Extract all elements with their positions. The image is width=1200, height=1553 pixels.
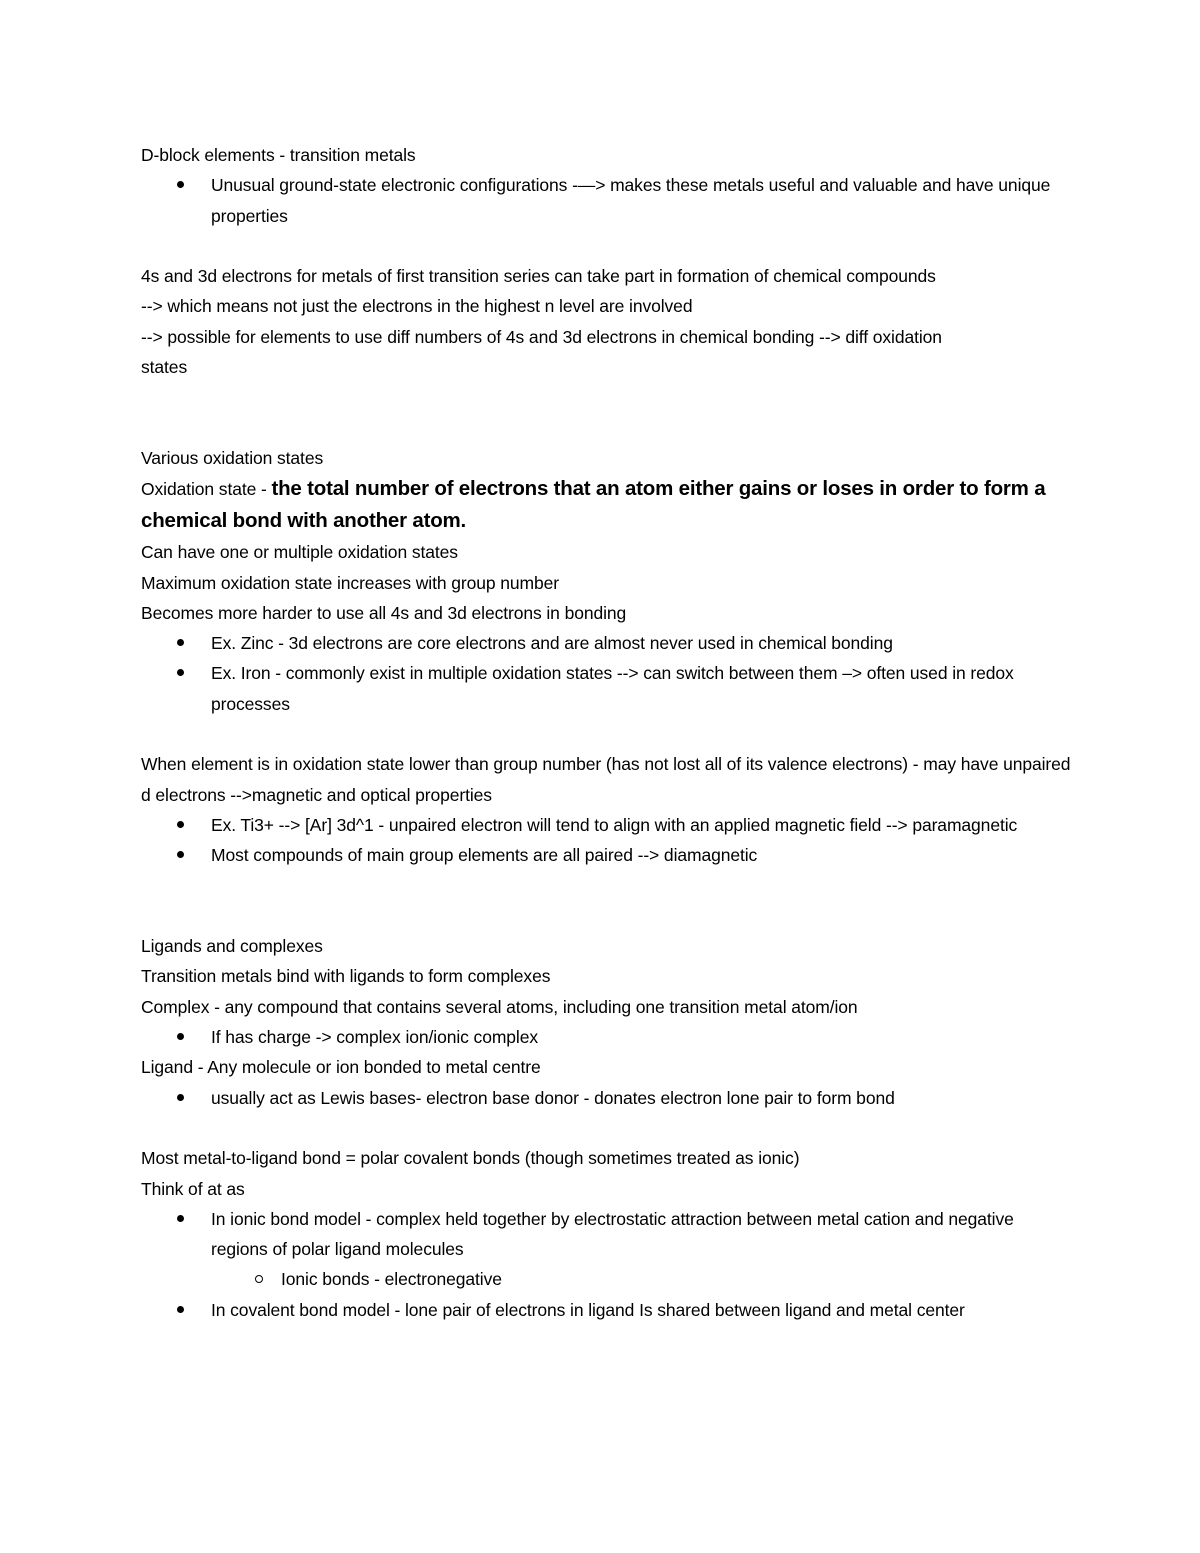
paragraph-line: --> possible for elements to use diff numbers of 4s and 3d electrons in chemical bonding --> diff oxidation states xyxy=(141,326,942,378)
paragraph-line: Transition metals bind with ligands to form complexes xyxy=(141,966,551,987)
bullet-icon xyxy=(177,1033,184,1040)
section-heading-ligands: Ligands and complexes xyxy=(141,936,323,957)
hollow-bullet-icon xyxy=(255,1275,263,1283)
list-item-text: In covalent bond model - lone pair of electrons in ligand Is shared between ligand and metal center xyxy=(211,1299,965,1320)
bullet-icon xyxy=(177,639,184,646)
sub-list-item-text: Ionic bonds - electronegative xyxy=(281,1269,502,1290)
document-page xyxy=(141,140,1071,1325)
bullet-icon xyxy=(177,1306,184,1313)
list-item-text: Most compounds of main group elements are all paired --> diamagnetic xyxy=(211,845,758,866)
list-item xyxy=(141,170,1071,231)
bullet-list xyxy=(141,1083,1071,1113)
bullet-icon xyxy=(177,821,184,828)
sub-list-item xyxy=(211,1264,1071,1294)
bullet-icon xyxy=(177,1215,184,1222)
bullet-icon xyxy=(177,181,184,188)
definition-text: the total number of electrons that an atom either gains or loses in order to form a chemical bond with another atom. xyxy=(141,477,1046,533)
list-item xyxy=(141,658,1071,719)
list-item xyxy=(141,1204,1071,1295)
paragraph-line: Think of at as xyxy=(141,1178,245,1199)
paragraph-line: Complex - any compound that contains several atoms, including one transition metal atom/ion xyxy=(141,996,858,1017)
paragraph-line: Most metal-to-ligand bond = polar covalent bonds (though sometimes treated as ionic) xyxy=(141,1148,800,1169)
list-item xyxy=(141,1295,1071,1325)
list-item xyxy=(141,840,1071,870)
spacer xyxy=(141,1113,1071,1143)
list-item-text: usually act as Lewis bases- electron base donor - donates electron lone pair to form bond xyxy=(211,1087,895,1108)
list-item xyxy=(141,810,1071,840)
oxidation-state-definition xyxy=(141,473,1071,537)
spacer xyxy=(141,382,1071,443)
list-item xyxy=(141,628,1071,658)
sub-bullet-list xyxy=(211,1264,1071,1294)
paragraph-line: Can have one or multiple oxidation states xyxy=(141,542,458,563)
list-item-text: Unusual ground-state electronic configurations -—> makes these metals useful and valuable and have unique properties xyxy=(211,175,1051,226)
paragraph-line: Maximum oxidation state increases with group number xyxy=(141,572,560,593)
section-heading-d-block: D-block elements - transition metals xyxy=(141,145,416,165)
list-item-text: Ex. Ti3+ --> [Ar] 3d^1 - unpaired electron will tend to align with an applied magnetic field --> paramagnetic xyxy=(211,814,1018,835)
list-item-text: If has charge -> complex ion/ionic complex xyxy=(211,1027,539,1048)
bullet-list xyxy=(141,628,1071,719)
bullet-list xyxy=(141,1204,1071,1325)
spacer xyxy=(141,719,1071,749)
list-item-text: Ex. Zinc - 3d electrons are core electrons and are almost never used in chemical bonding xyxy=(211,633,893,654)
paragraph-line: Becomes more harder to use all 4s and 3d electrons in bonding xyxy=(141,602,627,623)
bullet-icon xyxy=(177,669,184,676)
list-item-text: In ionic bond model - complex held together by electrostatic attraction between metal cation and negative regions of polar ligand molecules xyxy=(211,1208,1014,1260)
paragraph-line: 4s and 3d electrons for metals of first transition series can take part in formation of chemical compounds xyxy=(141,266,936,287)
list-item xyxy=(141,1083,1071,1113)
paragraph-line: Ligand - Any molecule or ion bonded to metal centre xyxy=(141,1057,541,1078)
bullet-list xyxy=(141,1022,1071,1052)
spacer xyxy=(141,871,1071,932)
section-heading-oxidation-states: Various oxidation states xyxy=(141,447,324,468)
definition-term: Oxidation state - xyxy=(141,479,272,500)
list-item xyxy=(141,1022,1071,1052)
spacer xyxy=(141,231,1071,261)
paragraph-line: --> which means not just the electrons in the highest n level are involved xyxy=(141,296,693,317)
paragraph-line: When element is in oxidation state lower than group number (has not lost all of its valence electrons) - may have unpaired d electrons -->magnetic and optical properties xyxy=(141,754,1071,805)
bullet-list xyxy=(141,810,1071,871)
bullet-list xyxy=(141,170,1071,231)
bullet-icon xyxy=(177,1094,184,1101)
list-item-text: Ex. Iron - commonly exist in multiple oxidation states --> can switch between them –> often used in redox processes xyxy=(211,663,1014,714)
bullet-icon xyxy=(177,851,184,858)
